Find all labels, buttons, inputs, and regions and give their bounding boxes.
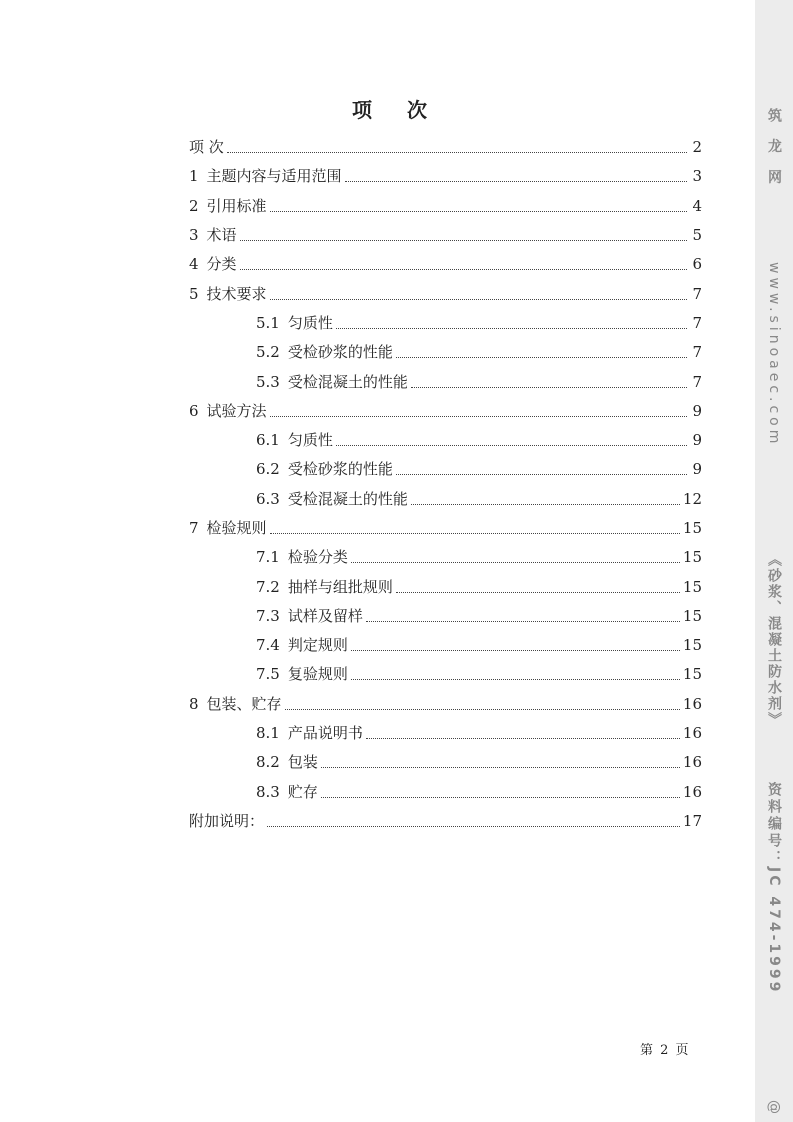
toc-entry-label: 附加说明： (189, 811, 265, 830)
toc-entry-number: 6.3 (256, 489, 280, 508)
toc-dot-leader (366, 738, 680, 739)
toc-entry-number: 5.1 (256, 313, 280, 332)
toc-entry-number: 2 (189, 196, 199, 215)
toc-entry (189, 221, 702, 250)
toc-entry (189, 455, 702, 484)
toc-entry-number: 3 (189, 226, 199, 245)
toc-entry (189, 572, 702, 601)
toc-entry-label: 匀质性 (287, 313, 333, 332)
toc-dot-leader (227, 152, 687, 153)
toc-entry (189, 426, 702, 455)
toc-entry (189, 719, 702, 748)
toc-entry-label: 受检混凝土的性能 (287, 489, 408, 508)
toc-entry-label: 包装、贮存 (206, 694, 282, 713)
toc-dot-leader (336, 445, 687, 446)
toc-entry-number: 6.2 (256, 460, 280, 479)
toc-entry-label: 包装 (287, 753, 318, 772)
toc-entry-page: 4 (692, 196, 702, 215)
toc-entry (189, 778, 702, 807)
toc-entry-number: 5.3 (256, 372, 280, 391)
toc-entry-page: 16 (682, 694, 702, 713)
toc-entry-label: 受检混凝土的性能 (287, 372, 408, 391)
toc-entry (189, 690, 702, 719)
toc-entry (189, 309, 702, 338)
toc-entry (189, 367, 702, 396)
page-title: 项 次 (352, 98, 441, 122)
toc-entry-number: 7.4 (256, 636, 280, 655)
toc-entry-label: 复验规则 (287, 665, 348, 684)
toc-entry-number: 8.2 (256, 753, 280, 772)
sidebar-url: www.sinoaec.com (766, 262, 782, 448)
toc-entry (189, 660, 702, 689)
toc-entry-page: 12 (682, 489, 702, 508)
toc-entry (189, 807, 702, 836)
sidebar-document-name: 《砂浆、混凝土防水剂》 (766, 552, 782, 728)
toc-entry-page: 15 (682, 519, 702, 537)
toc-entry-label: 产品说明书 (287, 724, 363, 743)
toc-entry-page: 15 (682, 577, 702, 596)
toc-entry-number: 5 (189, 284, 199, 303)
toc-dot-leader (396, 592, 680, 593)
toc-entry-number: 6.1 (256, 431, 280, 450)
toc-entry-page: 16 (682, 753, 702, 772)
toc-dot-leader (240, 269, 687, 270)
toc-dot-leader (411, 387, 687, 388)
toc-entry-number: 6 (189, 401, 199, 420)
toc-entry-label: 贮存 (287, 782, 318, 801)
watermark-sidebar (755, 0, 793, 1122)
toc-entry (189, 192, 702, 221)
toc-entry-number: 4 (189, 255, 199, 274)
toc-dot-leader (351, 679, 680, 680)
toc-entry-number: 7.5 (256, 665, 280, 684)
toc-dot-leader (396, 357, 687, 358)
toc-dot-leader (321, 797, 680, 798)
toc-entry (189, 162, 702, 191)
toc-entry-label: 术语 (206, 226, 237, 245)
toc-entry-label: 匀质性 (287, 431, 333, 450)
toc-entry-page: 5 (692, 226, 702, 245)
sidebar-corner-mark: @ (766, 1100, 782, 1114)
toc-entry-label: 技术要求 (206, 284, 267, 303)
toc-entry (189, 338, 702, 367)
sidebar-document-code: 资料编号：JC 474-1999 (766, 782, 782, 995)
toc-entry-page: 16 (682, 782, 702, 801)
toc-entry-page: 15 (682, 636, 702, 655)
toc-dot-leader (270, 416, 687, 417)
toc-entry-page: 17 (682, 811, 702, 830)
toc-entry-number: 8.1 (256, 724, 280, 743)
toc-entry-label: 检验分类 (287, 548, 348, 567)
toc-entry (189, 279, 702, 308)
toc-dot-leader (285, 709, 680, 710)
toc-dot-leader (336, 328, 687, 329)
toc-entry-label: 试验方法 (206, 401, 267, 420)
toc-dot-leader (240, 240, 687, 241)
toc-dot-leader (321, 767, 680, 768)
toc-dot-leader (351, 562, 680, 563)
toc-entry-number: 7.1 (256, 548, 280, 567)
toc-entry-label: 引用标准 (206, 196, 267, 215)
toc-entry-page: 7 (692, 372, 702, 391)
toc-entry (189, 397, 702, 426)
toc-entry (189, 602, 702, 631)
toc-entry-label: 受检砂浆的性能 (287, 460, 393, 479)
toc-entry-label: 项 次 (189, 138, 224, 157)
toc-entry-page: 3 (692, 167, 702, 186)
toc-dot-leader (270, 299, 687, 300)
toc-entry (189, 485, 702, 514)
toc-entry-page: 9 (692, 401, 702, 420)
toc-entry-page: 2 (692, 138, 702, 157)
toc-dot-leader (396, 474, 687, 475)
toc-entry-label: 试样及留样 (287, 606, 363, 625)
toc-dot-leader (411, 504, 680, 505)
toc-entry (189, 514, 702, 543)
sidebar-site-name: 筑 龙 网 (766, 108, 782, 190)
toc-entry-label: 抽样与组批规则 (287, 577, 393, 596)
toc-entry-page: 9 (692, 460, 702, 479)
toc-entry-number: 5.2 (256, 343, 280, 362)
toc-dot-leader (345, 181, 687, 182)
toc-entry-page: 7 (692, 284, 702, 303)
toc-entry (189, 748, 702, 777)
toc-entry-number: 7 (189, 519, 199, 537)
toc-entry-label: 检验规则 (206, 519, 267, 537)
toc-entry-label: 判定规则 (287, 636, 348, 655)
toc-entry-label: 主题内容与适用范围 (206, 167, 342, 186)
toc-entry-page: 15 (682, 548, 702, 567)
toc-entry-page: 15 (682, 665, 702, 684)
toc-dot-leader (366, 621, 680, 622)
toc-dot-leader (351, 650, 680, 651)
toc-entry-number: 8 (189, 694, 199, 713)
toc-entry-page: 9 (692, 431, 702, 450)
toc-dot-leader (267, 826, 680, 827)
toc-entry (189, 250, 702, 279)
toc-entry-page: 7 (692, 313, 702, 332)
table-of-contents (189, 133, 702, 836)
toc-entry-page: 15 (682, 606, 702, 625)
toc-entry-label: 分类 (206, 255, 237, 274)
toc-entry-number: 1 (189, 167, 199, 186)
toc-entry (189, 133, 702, 162)
toc-entry-label: 受检砂浆的性能 (287, 343, 393, 362)
page-footer: 第 2 页 (640, 1043, 689, 1058)
toc-entry-number: 7.3 (256, 606, 280, 625)
toc-entry-page: 16 (682, 724, 702, 743)
toc-entry-number: 7.2 (256, 577, 280, 596)
toc-entry-page: 6 (692, 255, 702, 274)
toc-dot-leader (270, 533, 680, 534)
toc-entry-page: 7 (692, 343, 702, 362)
toc-dot-leader (270, 211, 687, 212)
toc-entry (189, 543, 702, 572)
toc-entry (189, 631, 702, 660)
toc-entry-number: 8.3 (256, 782, 280, 801)
